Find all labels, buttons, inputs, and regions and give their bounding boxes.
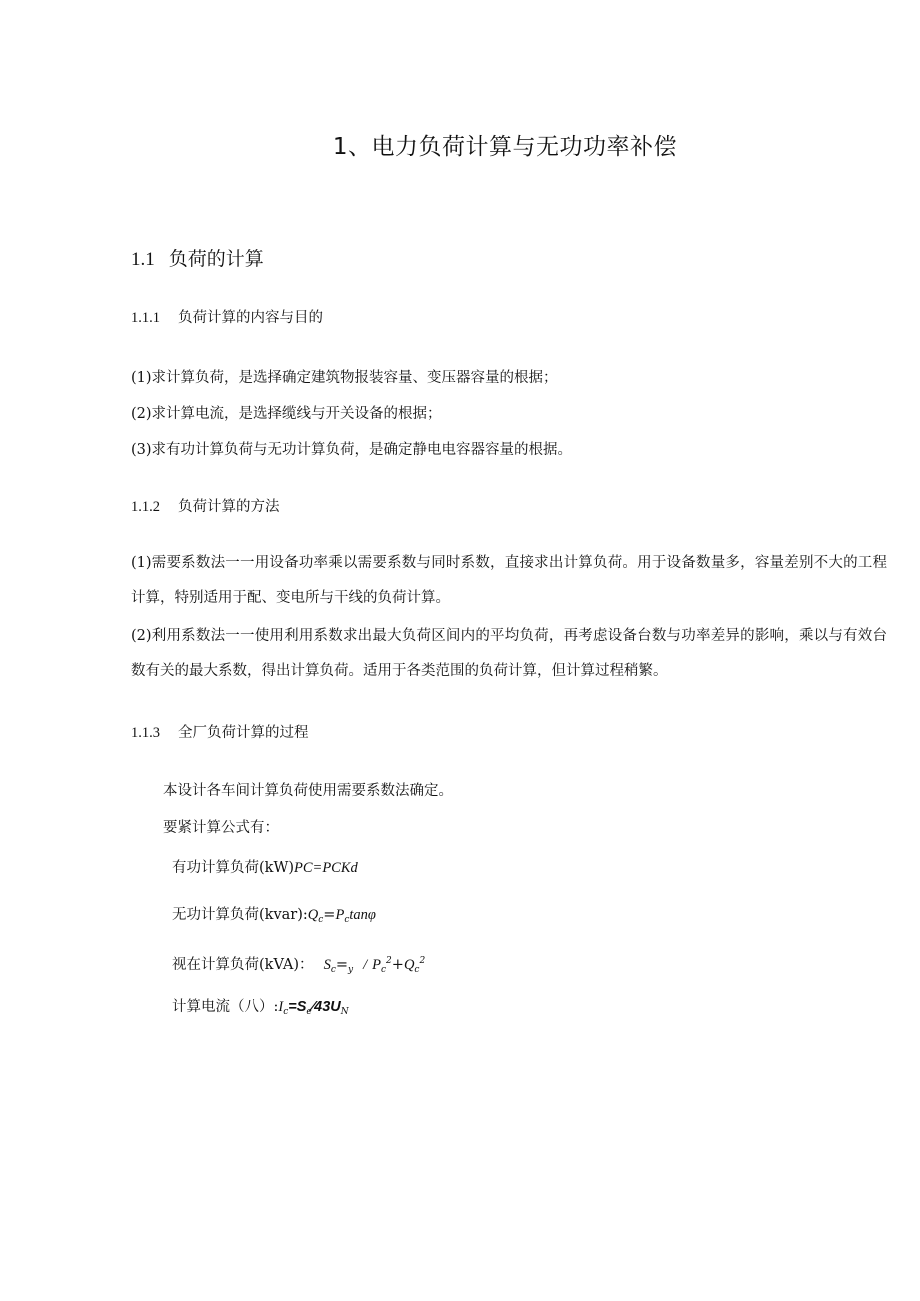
formula-subscript: e — [306, 1007, 312, 1017]
subsection-heading-3 — [131, 721, 309, 742]
formula-subscript: c — [318, 915, 324, 925]
formula-subscript: c — [344, 915, 350, 925]
formula-label: 有功计算负荷(kW) — [172, 860, 295, 876]
subsection-heading-1 — [131, 306, 323, 327]
paragraph: (2)利用系数法一一使用利用系数求出最大负荷区间内的平均负荷，再考虑设备台数与功率差异的影响，乘以与有效台数有关的最大系数，得出计算负荷。适用于各类范围的负荷计算，但计算过程稍繁。 — [131, 628, 887, 679]
formula-symbol: P — [335, 907, 345, 923]
subsection-text: 负荷计算的方法 — [178, 499, 280, 515]
formula-apparent-load — [172, 953, 425, 975]
formula-symbol: I — [278, 999, 284, 1015]
body-line: 本设计各车间计算负荷使用需要系数法确定。 — [163, 783, 453, 799]
list-item: (2)求计算电流，是选择缆线与开关设备的根据； — [131, 406, 442, 422]
formula-symbol: Q — [307, 907, 319, 923]
formula-expression: ⁄43U — [311, 999, 341, 1015]
formula-symbol: S — [323, 957, 331, 973]
page-title: 1、电力负荷计算与无功功率补偿 — [332, 134, 678, 160]
section-text: 负荷的计算 — [168, 248, 264, 270]
section-heading — [131, 244, 264, 271]
subsection-number: 1.1.3 — [131, 725, 160, 741]
formula-symbol: P — [372, 957, 381, 973]
formula-label: 无功计算负荷(kvar): — [172, 907, 308, 923]
subsection-text: 负荷计算的内容与目的 — [178, 310, 323, 326]
formula-current — [172, 995, 349, 1017]
formula-superscript: 2 — [419, 956, 426, 966]
formula-subscript: N — [340, 1007, 349, 1017]
formula-subscript: c — [283, 1007, 289, 1017]
formula-superscript: 2 — [386, 956, 392, 966]
paragraph: (1)需要系数法一一用设备功率乘以需要系数与同时系数，直接求出计算负荷。用于设备数量多，容量差别不大的工程计算，特别适用于配、变电所与干线的负荷计算。 — [131, 555, 887, 606]
formula-operator: = — [335, 957, 349, 973]
formula-symbol: tanφ — [349, 907, 376, 923]
formula-operator: + — [391, 957, 404, 973]
formula-expression: =S — [288, 999, 307, 1015]
subsection-number: 1.1.2 — [131, 499, 160, 515]
formula-active-load — [172, 856, 358, 877]
formula-expression: PC=PCKd — [294, 860, 358, 876]
body-line: 要紧计算公式有： — [163, 820, 279, 836]
subsection-text: 全厂负荷计算的过程 — [178, 725, 309, 741]
formula-operator: = — [323, 907, 336, 923]
formula-subscript: c — [414, 965, 420, 975]
subsection-number: 1.1.1 — [131, 310, 160, 326]
formula-symbol: Q — [403, 957, 415, 973]
list-item: (3)求有功计算负荷与无功计算负荷，是确定静电电容器容量的根据。 — [131, 442, 573, 458]
formula-reactive-load — [172, 903, 376, 925]
section-number: 1.1 — [131, 249, 155, 270]
subsection-heading-2 — [131, 495, 280, 516]
formula-operator: / — [363, 957, 368, 973]
list-item: (1)求计算负荷，是选择确定建筑物报装容量、变压器容量的根据； — [131, 370, 558, 386]
formula-label: 计算电流（八）: — [172, 999, 279, 1015]
formula-label: 视在计算负荷(kVA)： — [172, 957, 314, 973]
formula-subscript: c — [330, 965, 336, 975]
formula-subscript: c — [381, 965, 387, 975]
formula-subscript: y — [348, 965, 354, 975]
